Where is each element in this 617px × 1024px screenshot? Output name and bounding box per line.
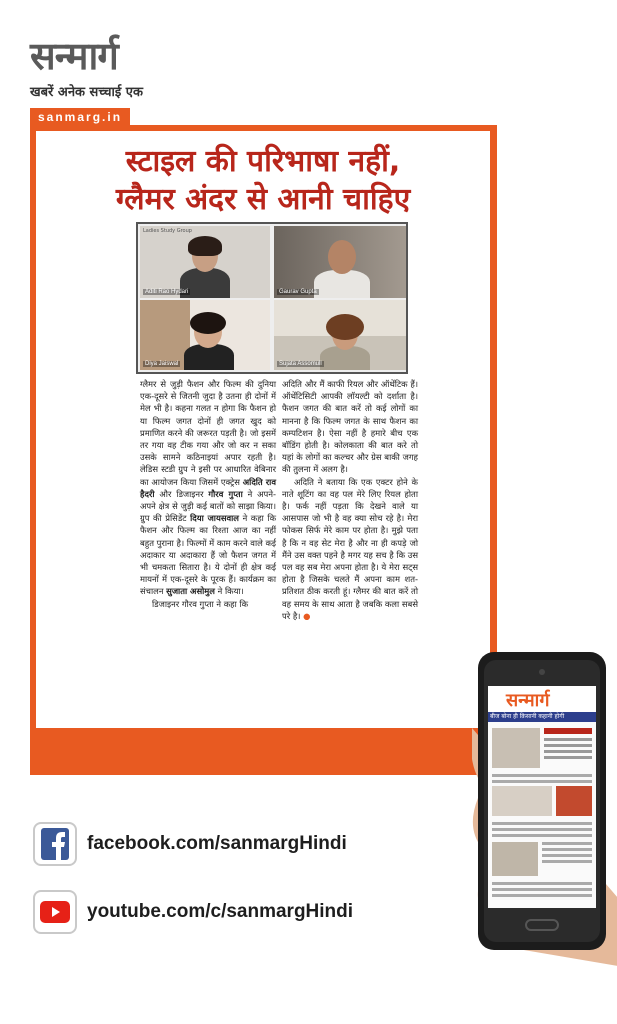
- person-name: गौरव गुप्ता: [208, 488, 243, 499]
- call-caption: Ladies Study Group: [143, 228, 192, 234]
- participant-name: Aditi Rao Hydari: [145, 289, 189, 295]
- article-column-1: [140, 378, 276, 610]
- participant-tile: [274, 300, 406, 370]
- body-text: ग्लैमर से जुड़ी फैशन और फिल्म की दुनिया एक-दूसरे से जितनी जुदा है उतना ही दोनों में मेल भी है। कहना गलत न होगा कि फैशन हो या फिल्म जगत दोनों ही जगत खुद को प्रमाणित करने की जरूरत पड़ती है। जो इसमें तर गया वह टीक गया और जो कर न सका उसके सामने कठिनाइयां अपार रहती है। लेडिस स्टडी ग्रुप ने इसी पर आधारित वेबिनार का आयोजन किया जिसमें एक्ट्रेस: [140, 379, 276, 487]
- phone-masthead: सन्मार्ग: [506, 690, 550, 711]
- body-text: और डिजाइनर: [159, 488, 204, 499]
- brand-logo: [30, 36, 143, 100]
- youtube-url[interactable]: youtube.com/c/sanmargHindi: [87, 901, 354, 922]
- participant-tile: [274, 226, 406, 298]
- end-mark: ●: [303, 610, 311, 621]
- logo-wordmark: सन्मार्ग: [30, 34, 118, 78]
- body-text: अदिति ने बताया कि एक एक्टर होने के नाते शूटिंग का वह पल मेरे लिए रियल होता है। फर्क नहीं पड़ता कि देखने वाले या आसपास जो भी है वह क्या सोच रहे है। मेरा फोकस सिर्फ मेरे काम पर होता है। मुझे पता है कि न वह सेट मेरा है और ना ही कपड़े जो मैंने उस वक्त पहने है मगर यह सच है कि उस पल वह सब मेरा अपना होता है। ये मेरा सट्स होता है जिसके चलते मैं अपना काम शत-प्रतिशत ठीक करती हूं। ग्लैमर की बात करें तो वह समय के साथ आता है जबकि कला सबसे परे है।: [282, 476, 418, 621]
- logo-tagline: खबरें अनेक सच्चाई एक: [30, 85, 143, 100]
- body-text: डिजाइनर गौरव गुप्ता ने कहा कि: [152, 598, 249, 609]
- phone-mockup: [472, 648, 617, 966]
- participant-name: Gaurav Gupta: [279, 289, 317, 295]
- participant-tile: [140, 226, 270, 298]
- headline-line-2: ग्लैमर अंदर से आनी चाहिए: [115, 182, 411, 217]
- youtube-icon: [33, 890, 77, 934]
- body-text: ने कहा कि फैशन और फिल्म का रिश्ता आज का नहीं बहुत पुराना है। फिल्मों में काम करने वाले कई अदाकार या अदाकारा हैं जो फैशन जगत में भी चमकता सितारा है। ये दोनों ही क्षेत्र कई मायनों में एक-दूसरे के पूरक हैं। कार्यक्रम का संचालन: [140, 513, 276, 597]
- body-text: ने अपने-अपने क्षेत्र से जुड़ी कई बातों को साझा किया। ग्रुप की प्रेसिडेंट: [140, 488, 276, 524]
- facebook-link[interactable]: [33, 822, 347, 866]
- person-name: दिया जायसवाल: [190, 513, 239, 524]
- participant-name: Sujata Assomull: [279, 361, 322, 367]
- participant-name: Diya Jaiswal: [145, 361, 179, 367]
- headline-line-1: स्टाइल की परिभाषा नहीं,: [125, 144, 401, 179]
- brand-url-badge: sanmarg.in: [30, 108, 130, 126]
- participant-tile: [140, 300, 270, 370]
- video-call-photo: [136, 222, 408, 374]
- phone-lead-headline: बीज बोना ही क़िसानी कहानी होगी: [490, 713, 565, 720]
- facebook-url[interactable]: facebook.com/sanmargHindi: [87, 833, 347, 854]
- article-column-2: [282, 378, 418, 622]
- youtube-link[interactable]: [33, 890, 353, 934]
- person-name: अदिति राव हैदरी: [140, 476, 276, 499]
- facebook-icon: [33, 822, 77, 866]
- body-text: अदिति और मैं काफी रियल और ऑथेंटिक हैं। ऑथेंटिसिटी आपकी लॉयल्टी को दर्शाता है। फैशन जगत की बात करें तो कई लोगों का मानना है कि फिल्म जगत के साथ फैशन का कम्पटिशन है। ऐसा नहीं है हमारे बीच एक बॉडिंग होती है। कोलकाता की बात करे तो यहां के लोगों का कल्चर और ग्रेस बाकी जगह की तुलना में अलग है।: [282, 379, 418, 475]
- person-name: सुजाता असोमुल: [166, 586, 215, 597]
- body-text: ने किया।: [217, 586, 244, 597]
